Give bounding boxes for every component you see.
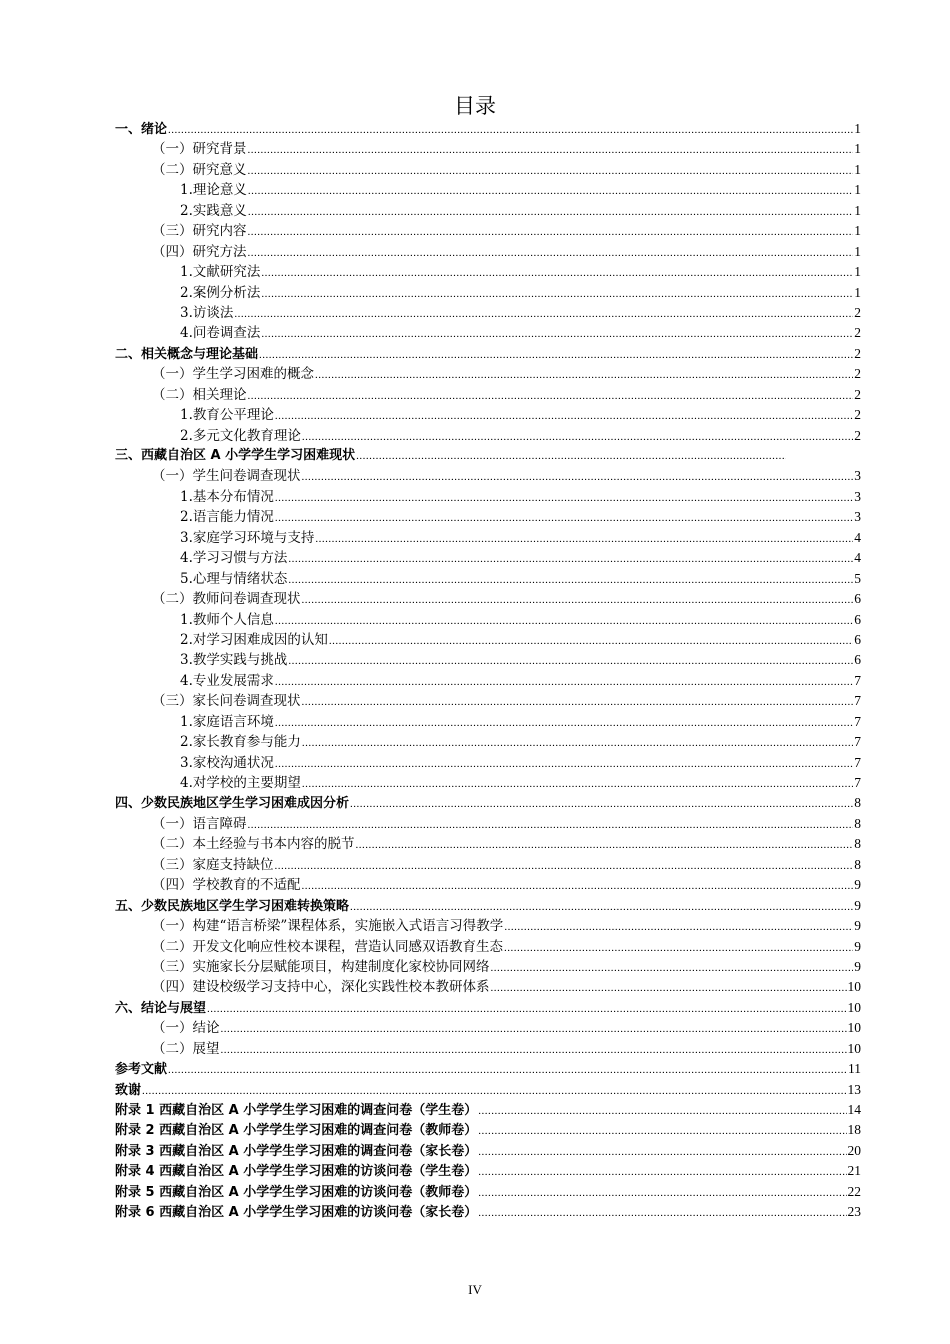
toc-leader-dots bbox=[504, 917, 853, 937]
toc-entry-title: 2.多元文化教育理论 bbox=[180, 427, 301, 444]
toc-entry[interactable] bbox=[115, 1018, 861, 1038]
toc-entry[interactable] bbox=[115, 242, 861, 262]
toc-entry[interactable] bbox=[115, 1059, 861, 1079]
toc-entry-title: 2.家长教育参与能力 bbox=[180, 734, 301, 751]
toc-entry[interactable] bbox=[115, 1120, 861, 1140]
toc-entry[interactable] bbox=[115, 160, 861, 180]
toc-leader-dots bbox=[302, 692, 854, 712]
toc-leader-dots bbox=[221, 1019, 847, 1039]
toc-entry[interactable] bbox=[115, 1141, 861, 1161]
toc-leader-dots bbox=[275, 508, 853, 528]
toc-entry[interactable] bbox=[115, 589, 861, 609]
toc-leader-dots bbox=[248, 161, 854, 181]
toc-entry-page: 18 bbox=[847, 1122, 861, 1138]
toc-leader-dots bbox=[315, 529, 853, 549]
toc-leader-dots bbox=[275, 611, 853, 631]
toc-entry-title: 参考文献 bbox=[115, 1062, 168, 1078]
toc-entry-title: 1.教师个人信息 bbox=[180, 611, 274, 628]
toc-entry-page: 9 bbox=[854, 897, 861, 913]
toc-leader-dots bbox=[261, 324, 853, 344]
toc-entry-title: （二）教师问卷调查现状 bbox=[152, 591, 301, 608]
toc-entry-page: 10 bbox=[847, 979, 861, 995]
toc-leader-dots bbox=[275, 672, 853, 692]
toc-entry-title: 一、绪论 bbox=[115, 122, 168, 137]
page-title: 目录 bbox=[454, 94, 496, 118]
toc-entry-page: 2 bbox=[854, 325, 861, 341]
toc-leader-dots bbox=[248, 181, 853, 201]
toc-entry-page: 9 bbox=[854, 918, 861, 934]
toc-entry-title: 3.教学实践与挑战 bbox=[180, 652, 288, 669]
toc-entry-page: 14 bbox=[847, 1102, 861, 1117]
toc-entry-title: （二）展望 bbox=[152, 1040, 220, 1057]
toc-entry[interactable] bbox=[115, 569, 861, 589]
toc-entry[interactable] bbox=[115, 753, 861, 773]
table-of-contents bbox=[115, 119, 861, 1223]
toc-entry[interactable] bbox=[115, 426, 861, 446]
toc-entry-title: （四）学校教育的不适配 bbox=[152, 877, 301, 894]
toc-entry-title: （四）建设校级学习支持中心，深化实践性校本教研体系 bbox=[152, 979, 490, 996]
toc-entry-page: 1 bbox=[854, 264, 861, 280]
toc-entry-title: 附录 5 西藏自治区 A 小学学生学习困难的访谈问卷（教师卷） bbox=[115, 1184, 478, 1200]
toc-leader-dots bbox=[259, 345, 853, 365]
toc-leader-dots bbox=[275, 754, 853, 774]
toc-entry[interactable] bbox=[115, 548, 861, 568]
toc-entry-title: 五、少数民族地区学生学习困难转换策略 bbox=[115, 898, 350, 914]
toc-entry-page: 4 bbox=[854, 529, 861, 545]
toc-leader-dots bbox=[356, 446, 786, 466]
toc-entry[interactable] bbox=[115, 303, 861, 323]
toc-entry-title: 2.语言能力情况 bbox=[180, 509, 274, 526]
toc-leader-dots bbox=[302, 876, 854, 896]
toc-entry[interactable] bbox=[115, 732, 861, 752]
toc-leader-dots bbox=[275, 713, 853, 733]
toc-entry[interactable] bbox=[115, 528, 861, 548]
toc-leader-dots bbox=[504, 938, 853, 958]
toc-entry-page: 6 bbox=[854, 591, 861, 607]
toc-leader-dots bbox=[302, 590, 854, 610]
toc-entry[interactable] bbox=[115, 630, 861, 650]
toc-entry[interactable] bbox=[115, 1039, 861, 1059]
toc-entry[interactable] bbox=[115, 221, 861, 241]
toc-entry-page: 21 bbox=[847, 1163, 861, 1179]
toc-entry[interactable] bbox=[115, 855, 861, 875]
toc-leader-dots bbox=[168, 1060, 847, 1080]
toc-entry-title: 4.专业发展需求 bbox=[180, 672, 274, 689]
toc-entry-page: 1 bbox=[854, 141, 861, 157]
toc-entry-title: （一）学生问卷调查现状 bbox=[152, 468, 301, 485]
toc-entry-page: 2 bbox=[854, 427, 861, 443]
toc-leader-dots bbox=[356, 835, 854, 855]
toc-entry-page: 1 bbox=[854, 284, 861, 300]
toc-entry[interactable] bbox=[115, 323, 861, 343]
toc-entry-title: 附录 4 西藏自治区 A 小学学生学习困难的访谈问卷（学生卷） bbox=[115, 1164, 478, 1180]
toc-entry-page: 2 bbox=[854, 345, 861, 361]
toc-entry-page: 7 bbox=[854, 775, 861, 790]
toc-entry-page: 10 bbox=[847, 1020, 861, 1036]
toc-entry-page: 8 bbox=[854, 836, 861, 852]
toc-entry[interactable] bbox=[115, 937, 861, 957]
toc-entry-page: 3 bbox=[854, 468, 861, 484]
toc-entry-page: 2 bbox=[854, 304, 861, 320]
toc-entry-page: 9 bbox=[854, 958, 861, 974]
toc-entry[interactable] bbox=[115, 998, 861, 1018]
toc-entry-title: 2.对学习困难成因的认知 bbox=[180, 631, 328, 648]
toc-entry[interactable] bbox=[115, 671, 861, 691]
toc-entry-page: 9 bbox=[854, 938, 861, 954]
toc-entry-page: 1 bbox=[854, 121, 861, 136]
toc-entry[interactable] bbox=[115, 610, 861, 630]
toc-entry-page: 8 bbox=[854, 856, 861, 872]
toc-leader-dots bbox=[275, 856, 854, 876]
toc-entry-title: （一）研究背景 bbox=[152, 141, 247, 158]
toc-entry-page: 10 bbox=[847, 1040, 861, 1056]
toc-entry-page: 4 bbox=[854, 550, 861, 566]
page-number-footer: IV bbox=[468, 1282, 482, 1297]
toc-leader-dots bbox=[302, 427, 853, 447]
toc-entry-page: 7 bbox=[854, 693, 861, 709]
toc-entry[interactable] bbox=[115, 814, 861, 834]
toc-entry-title: （二）研究意义 bbox=[152, 161, 247, 178]
toc-leader-dots bbox=[350, 897, 853, 917]
toc-entry[interactable] bbox=[115, 1182, 861, 1202]
toc-entry[interactable] bbox=[115, 691, 861, 711]
toc-entry-page: 6 bbox=[854, 631, 861, 647]
toc-leader-dots bbox=[329, 631, 853, 651]
toc-entry[interactable] bbox=[115, 446, 861, 466]
toc-leader-dots bbox=[350, 794, 853, 814]
toc-leader-dots bbox=[248, 202, 853, 222]
toc-entry-title: 附录 6 西藏自治区 A 小学学生学习困难的访谈问卷（家长卷） bbox=[115, 1205, 478, 1221]
toc-leader-dots bbox=[275, 406, 853, 426]
toc-entry-page: 2 bbox=[854, 366, 861, 382]
toc-entry-page: 23 bbox=[847, 1204, 861, 1220]
toc-leader-dots bbox=[288, 549, 853, 569]
toc-entry-title: （一）构建“语言桥梁”课程体系，实施嵌入式语言习得教学 bbox=[152, 918, 504, 935]
toc-entry-title: （三）实施家长分层赋能项目，构建制度化家校协同网络 bbox=[152, 958, 490, 975]
toc-leader-dots bbox=[478, 1203, 846, 1223]
toc-entry-page: 13 bbox=[847, 1081, 861, 1097]
toc-entry-title: 4.学习习惯与方法 bbox=[180, 550, 288, 567]
toc-entry-title: 致谢 bbox=[115, 1082, 142, 1098]
toc-entry[interactable] bbox=[115, 201, 861, 221]
toc-entry-page: 6 bbox=[854, 652, 861, 668]
toc-entry-title: 三、西藏自治区 A 小学学生学习困难现状 bbox=[115, 448, 356, 463]
toc-entry[interactable] bbox=[115, 957, 861, 977]
toc-leader-dots bbox=[248, 243, 854, 263]
toc-entry[interactable] bbox=[115, 139, 861, 159]
toc-entry-page: 7 bbox=[854, 672, 861, 688]
toc-leader-dots bbox=[478, 1162, 846, 1182]
toc-entry[interactable] bbox=[115, 1202, 861, 1222]
toc-entry[interactable] bbox=[115, 385, 861, 405]
toc-leader-dots bbox=[168, 120, 853, 140]
toc-entry-page: 1 bbox=[854, 202, 861, 218]
toc-leader-dots bbox=[491, 958, 854, 978]
toc-entry[interactable] bbox=[115, 507, 861, 527]
toc-leader-dots bbox=[234, 304, 853, 324]
toc-entry-page: 11 bbox=[848, 1061, 861, 1077]
toc-entry[interactable] bbox=[115, 793, 861, 813]
toc-entry-page: 1 bbox=[854, 161, 861, 177]
toc-leader-dots bbox=[142, 1081, 846, 1101]
toc-entry-page: 1 bbox=[854, 243, 861, 259]
toc-entry-page: 9 bbox=[854, 877, 861, 893]
toc-leader-dots bbox=[315, 365, 853, 385]
toc-entry-title: （三）家长问卷调查现状 bbox=[152, 693, 301, 710]
toc-leader-dots bbox=[248, 386, 854, 406]
toc-leader-dots bbox=[478, 1183, 846, 1203]
toc-entry-page: 2 bbox=[854, 407, 861, 423]
toc-entry-page: 7 bbox=[854, 734, 861, 750]
toc-leader-dots bbox=[478, 1121, 846, 1141]
toc-entry-title: 5.心理与情绪状态 bbox=[180, 570, 288, 587]
toc-leader-dots bbox=[302, 733, 853, 753]
toc-leader-dots bbox=[288, 651, 853, 671]
toc-entry-page: 3 bbox=[854, 488, 861, 504]
toc-entry-title: （一）学生学习困难的概念 bbox=[152, 366, 314, 383]
toc-entry-page: 7 bbox=[854, 754, 861, 770]
toc-entry-title: 1.基本分布情况 bbox=[180, 488, 274, 505]
toc-entry-title: （二）相关理论 bbox=[152, 386, 247, 403]
toc-entry[interactable] bbox=[115, 1100, 861, 1120]
toc-entry-title: 二、相关概念与理论基础 bbox=[115, 346, 259, 362]
toc-leader-dots bbox=[478, 1142, 846, 1162]
toc-leader-dots bbox=[261, 284, 853, 304]
toc-entry-title: 四、少数民族地区学生学习困难成因分析 bbox=[115, 796, 350, 812]
toc-leader-dots bbox=[221, 1040, 847, 1060]
toc-entry-title: （四）研究方法 bbox=[152, 243, 247, 260]
toc-leader-dots bbox=[491, 978, 847, 998]
toc-entry-title: （二）本土经验与书本内容的脱节 bbox=[152, 836, 355, 853]
toc-entry[interactable] bbox=[115, 896, 861, 916]
toc-entry-title: 附录 1 西藏自治区 A 小学学生学习困难的调查问卷（学生卷） bbox=[115, 1103, 478, 1118]
toc-entry[interactable] bbox=[115, 283, 861, 303]
toc-entry[interactable] bbox=[115, 834, 861, 854]
toc-leader-dots bbox=[478, 1101, 846, 1121]
toc-leader-dots bbox=[302, 467, 854, 487]
toc-leader-dots bbox=[207, 999, 846, 1019]
toc-leader-dots bbox=[288, 570, 853, 590]
toc-entry[interactable] bbox=[115, 466, 861, 486]
toc-entry[interactable] bbox=[115, 262, 861, 282]
toc-entry-title: 2.实践意义 bbox=[180, 202, 247, 219]
toc-entry-page: 8 bbox=[854, 795, 861, 811]
toc-entry[interactable] bbox=[115, 977, 861, 997]
toc-entry-page: 5 bbox=[854, 570, 861, 586]
toc-entry[interactable] bbox=[115, 773, 861, 793]
toc-entry-title: 4.问卷调查法 bbox=[180, 325, 261, 342]
toc-entry-page: 22 bbox=[847, 1183, 861, 1199]
toc-entry-page: 1 bbox=[854, 223, 861, 239]
toc-entry[interactable] bbox=[115, 180, 861, 200]
toc-entry[interactable] bbox=[115, 1080, 861, 1100]
toc-entry[interactable] bbox=[115, 487, 861, 507]
toc-entry-page: 1 bbox=[854, 182, 861, 198]
toc-entry[interactable] bbox=[115, 119, 861, 139]
toc-entry[interactable] bbox=[115, 916, 861, 936]
toc-entry[interactable] bbox=[115, 875, 861, 895]
toc-entry-title: （三）家庭支持缺位 bbox=[152, 856, 274, 873]
toc-entry-page: 3 bbox=[854, 509, 861, 525]
toc-entry-title: 六、结论与展望 bbox=[115, 1000, 207, 1016]
toc-entry-title: 2.案例分析法 bbox=[180, 284, 261, 301]
toc-entry-title: 附录 3 西藏自治区 A 小学学生学习困难的调查问卷（家长卷） bbox=[115, 1143, 478, 1159]
toc-entry[interactable] bbox=[115, 1161, 861, 1181]
toc-entry-title: 3.家庭学习环境与支持 bbox=[180, 529, 315, 546]
toc-leader-dots bbox=[248, 222, 854, 242]
toc-entry-title: 1.教育公平理论 bbox=[180, 407, 274, 424]
toc-leader-dots bbox=[248, 140, 854, 160]
toc-entry-title: 3.家校沟通状况 bbox=[180, 754, 274, 771]
toc-entry-title: 1.文献研究法 bbox=[180, 264, 261, 281]
toc-entry-page: 2 bbox=[854, 386, 861, 402]
toc-entry-title: （一）结论 bbox=[152, 1020, 220, 1037]
toc-leader-dots bbox=[275, 488, 853, 508]
toc-entry-page: 20 bbox=[847, 1142, 861, 1158]
toc-entry-title: （三）研究内容 bbox=[152, 223, 247, 240]
toc-entry-title: （一）语言障碍 bbox=[152, 815, 247, 832]
toc-entry[interactable] bbox=[115, 344, 861, 364]
toc-entry[interactable] bbox=[115, 405, 861, 425]
toc-entry-page: 6 bbox=[854, 611, 861, 627]
toc-entry-page: 8 bbox=[854, 815, 861, 831]
toc-entry[interactable] bbox=[115, 712, 861, 732]
toc-entry-title: 1.家庭语言环境 bbox=[180, 713, 274, 730]
toc-entry-title: 4.对学校的主要期望 bbox=[180, 775, 301, 791]
toc-entry-title: 1.理论意义 bbox=[180, 182, 247, 199]
toc-leader-dots bbox=[302, 774, 853, 794]
toc-leader-dots bbox=[248, 815, 854, 835]
toc-leader-dots bbox=[261, 263, 853, 283]
toc-entry[interactable] bbox=[115, 364, 861, 384]
toc-entry[interactable] bbox=[115, 650, 861, 670]
toc-entry-title: 附录 2 西藏自治区 A 小学学生学习困难的调查问卷（教师卷） bbox=[115, 1123, 478, 1139]
toc-entry-title: 3.访谈法 bbox=[180, 304, 234, 321]
toc-entry-page: 7 bbox=[854, 713, 861, 729]
toc-entry-page: 10 bbox=[847, 999, 861, 1015]
toc-entry-title: （二）开发文化响应性校本课程，营造认同感双语教育生态 bbox=[152, 938, 503, 955]
